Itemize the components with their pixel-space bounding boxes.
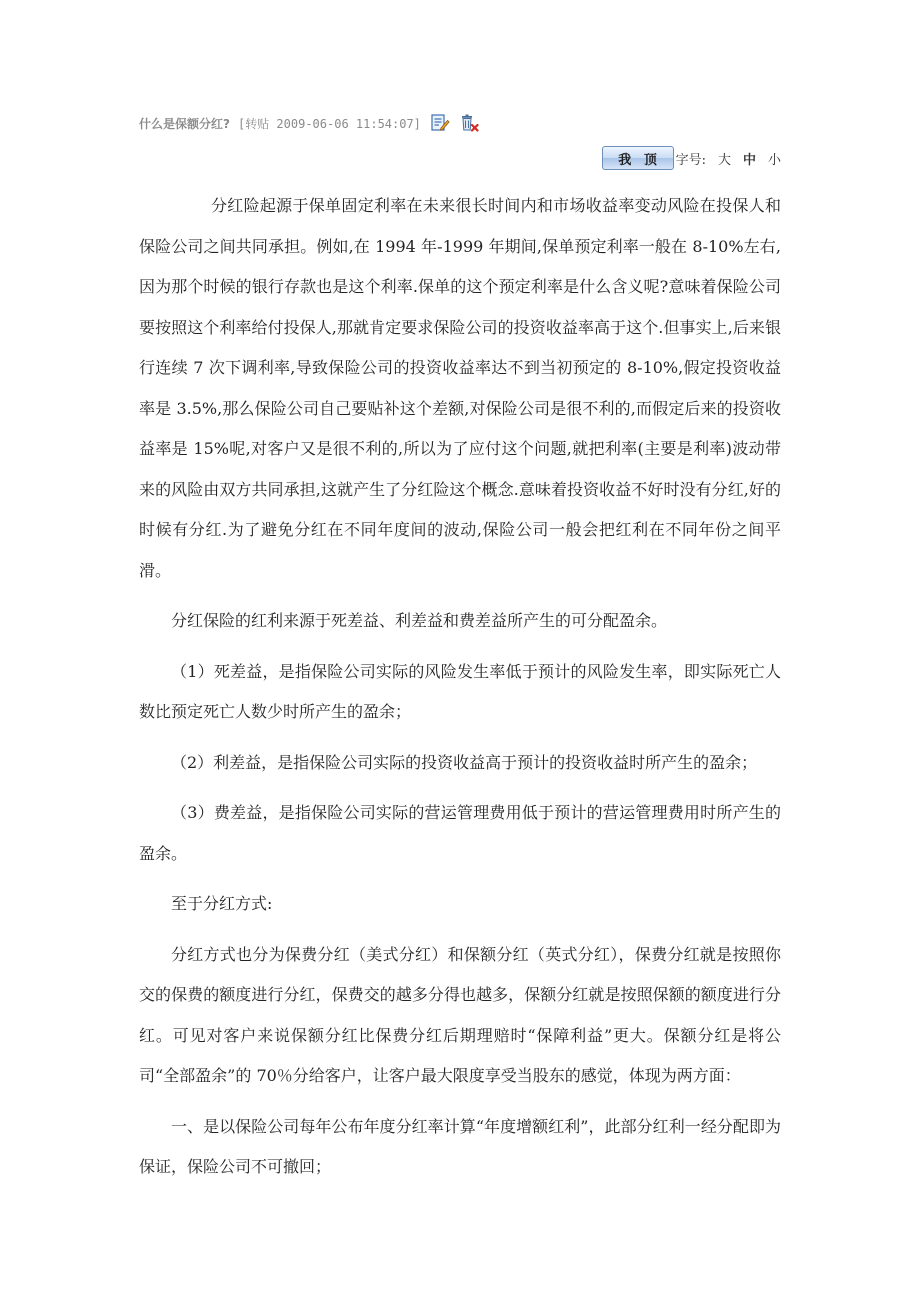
edit-icon[interactable]: [430, 113, 450, 133]
post-title: 什么是保额分红?: [139, 116, 230, 131]
post-meta: [转贴 2009-06-06 11:54:07]: [237, 116, 421, 131]
paragraph: （1）死差益，是指保险公司实际的风险发生率低于预计的风险发生率，即实际死亡人数比预定死亡人数少时所产生的盈余；: [139, 661, 781, 721]
article-toolbar: [602, 146, 781, 170]
paragraph: 分红保险的红利来源于死差益、利差益和费差益所产生的可分配盈余。: [171, 611, 668, 630]
paragraph: 分红方式也分为保费分红（美式分红）和保额分红（英式分红），保费分红就是按照你交的保费的额度进行分红，保费交的越多分得也越多，保额分红就是按照保额的额度进行分红。可见对客户来说保额分红比保费分红后期理赔时“保障利益”更大。保额分红是将公司“全部盈余”的 70％分给客户，让客户最大限度享受当股东的感觉，体现为两方面：: [139, 944, 781, 1085]
font-size-medium-option[interactable]: 中: [742, 152, 756, 168]
font-size-large-option[interactable]: 大: [717, 152, 731, 168]
paragraph: （2）利差益，是指保险公司实际的投资收益高于预计的投资收益时所产生的盈余；: [171, 752, 758, 772]
post-header: [139, 110, 479, 136]
article-body: [139, 186, 781, 1192]
paragraph: 一、是以保险公司每年公布年度分红率计算“年度增额红利”，此部分红利一经分配即为保证，保险公司不可撤回；: [139, 1116, 781, 1176]
paragraph: 分红险起源于保单固定利率在未来很长时间内和市场收益率变动风险在投保人和保险公司之间共同承担。例如,在 1994 年-1999 年期间,保单预定利率一般在 8-10%左右,因为那个时候的银行存款也是这个利率.保单的这个预定利率是什么含义呢?意味着保险公司要按照这个利率给付投保人,那就肯定要求保险公司的投资收益率高于这个.但事实上,后来银行连续 7 次下调利率,导致保险公司的投资收益率达不到当初预定的 8-10%,假定投资收益率是 3.5%,那么保险公司自己要贴补这个差额,对保险公司是很不利的,而假定后来的投资收益率是 15%呢,对客户又是很不利的,所以为了应付这个问题,就把利率(主要是利率)波动带来的风险由双方共同承担,这就产生了分红险这个概念.意味着投资收益不好时没有分红,好的时候有分红.为了避免分红在不同年度间的波动,保险公司一般会把红利在不同年份之间平滑。: [139, 196, 781, 580]
top-vote-button[interactable]: 我 顶: [602, 146, 674, 170]
paragraph: （3）费差益，是指保险公司实际的营运管理费用低于预计的营运管理费用时所产生的盈余。: [139, 803, 781, 863]
font-size-label: 字号:: [675, 152, 706, 168]
font-size-small-option[interactable]: 小: [767, 152, 781, 168]
paragraph: 至于分红方式:: [171, 894, 273, 913]
delete-icon[interactable]: [459, 113, 479, 133]
